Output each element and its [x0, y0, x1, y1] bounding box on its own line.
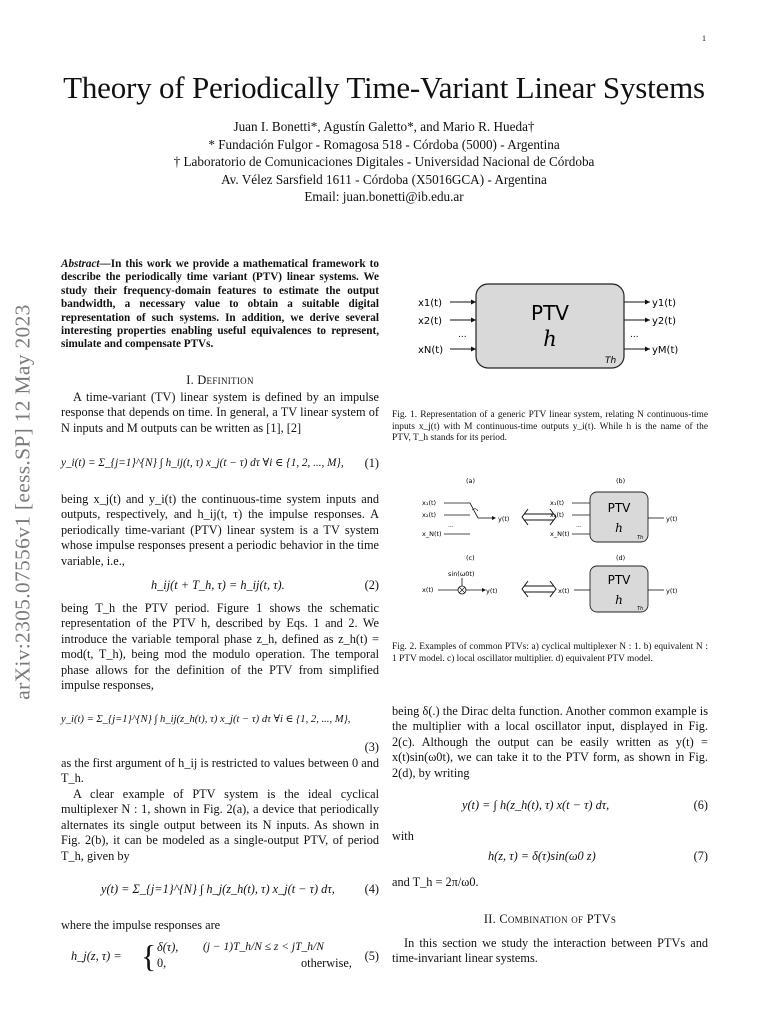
- page-number: 1: [702, 34, 706, 43]
- block-title: PTV: [531, 301, 569, 325]
- input-label: x2(t): [418, 316, 443, 327]
- equation: [392, 849, 708, 864]
- equation-body: h_ij(t + T_h, τ) = h_ij(t, τ).: [151, 578, 285, 592]
- paragraph-text: being δ(.) the Dirac delta function. Another common example is the multiplier with a local oscillator input, displayed in Fig. 2(c). Although the output can be easily written as y(t) = x(t)sin(ω0t), we can take it to the PTV form, as shown in Fig. 2(d), by writing: [392, 704, 708, 780]
- paragraph: [61, 390, 379, 436]
- equation-number-row: [61, 740, 379, 755]
- ellipsis: ...: [458, 330, 467, 340]
- paragraph-text: as the first argument of h_ij is restricted to values between 0 and T_h.: [61, 756, 379, 786]
- brace: {: [141, 938, 157, 974]
- equation: [392, 798, 708, 813]
- equation-body: y(t) = Σ_{j=1}^{N} ∫ h_j(z_h(t), τ) x_j(t − τ) dτ,: [101, 882, 335, 896]
- paragraph: [61, 601, 379, 693]
- output-label: y1(t): [652, 298, 677, 309]
- ellipsis: ...: [630, 330, 639, 340]
- panel-label: (c): [466, 554, 475, 562]
- arxiv-stamp: [8, 262, 38, 742]
- svg-text:x(t): x(t): [422, 586, 434, 594]
- panel-label: (d): [616, 554, 626, 562]
- svg-text:h: h: [615, 521, 623, 535]
- paragraph: [61, 918, 379, 933]
- paragraph-text: with: [392, 829, 414, 843]
- svg-text:h: h: [615, 593, 623, 607]
- svg-text:y(t): y(t): [498, 515, 510, 523]
- output-label: y2(t): [652, 316, 677, 327]
- case-condition: (j − 1)T_h/N ≤ z < jT_h/N: [203, 941, 324, 953]
- svg-text:x₂(t): x₂(t): [422, 511, 437, 519]
- svg-text:x_N(t): x_N(t): [422, 530, 442, 538]
- equation-lhs: h_j(z, τ) =: [71, 949, 122, 963]
- svg-text:x₁(t): x₁(t): [422, 499, 437, 507]
- equation-body: h(z, τ) = δ(τ)sin(ω0 z): [488, 849, 596, 863]
- figure-2-diagram: [418, 474, 710, 616]
- paragraph-text: being x_j(t) and y_i(t) the continuous-time system inputs and outputs, respectively, and h_ij(t, τ) the impulse responses. A periodically time-variant (PTV) linear system is a TV system whose impulse responses present a periodic behavior in the time variable, i.e.,: [61, 492, 379, 568]
- ptv-block: [476, 284, 624, 368]
- block-name: h: [543, 327, 557, 351]
- case-value: 0,: [157, 956, 167, 970]
- author-line: Juan I. Bonetti*, Agustín Galetto*, and Mario R. Hueda†: [233, 119, 535, 134]
- equation-body: y_i(t) = Σ_{j=1}^{N} ∫ h_ij(z_h(t), τ) x_j(t − τ) dτ ∀i ∈ {1, 2, ..., M},: [61, 714, 351, 725]
- svg-text:x₂(t): x₂(t): [550, 511, 565, 519]
- equation: [61, 940, 379, 976]
- paragraph: [61, 756, 379, 787]
- equivalence-arrow: [522, 581, 556, 597]
- equation-number: (4): [364, 882, 379, 896]
- input-label: x1(t): [418, 298, 443, 309]
- equation: [61, 882, 379, 897]
- equation-number: (3): [364, 740, 379, 754]
- abstract-text: —In this work we provide a mathematical framework to describe the periodically time variant (PTV) linear systems. We study their frequency-domain features to estimate the output bandwidth, a necessary value to obtain a suitable digital representation of such systems. In addition, we derive several interesting properties enabling useful equivalences to represent, simulate and compensate PTVs.: [61, 258, 379, 351]
- paragraph-text: A time-variant (TV) linear system is defined by an impulse response that depends on time. In general, a TV linear system of N inputs and M outputs can be written as [1], [2]: [61, 390, 379, 435]
- section-heading: II. Combination of PTVs: [483, 912, 617, 926]
- multiplexer-diagram: [422, 499, 509, 538]
- output-label: yM(t): [652, 345, 679, 356]
- figure-1-caption: Fig. 1. Representation of a generic PTV linear system, relating N continuous-time inputs x_j(t) with M continuous-time outputs y_i(t). While h is the name of the PTV, T_h stands for its period.: [392, 410, 708, 444]
- email-line: Email: juan.bonetti@ib.edu.ar: [304, 189, 464, 204]
- paragraph-text: A clear example of PTV system is the ideal cyclical multiplexer N : 1, shown in Fig. 2(a), a device that periodically alternates its single output between its N inputs. As shown in Fig. 2(b), it can be modeled as a single-output PTV, of period T_h, given by: [61, 787, 379, 863]
- abstract: [61, 258, 379, 352]
- equation: [61, 712, 379, 727]
- equation-body: y(t) = ∫ h(z_h(t), τ) x(t − τ) dτ,: [462, 798, 610, 812]
- author-block: [0, 118, 768, 206]
- paper-title: Theory of Periodically Time-Variant Linear Systems: [63, 70, 705, 105]
- affiliation-line: † Laboratorio de Comunicaciones Digitales - Universidad Nacional de Córdoba: [173, 154, 595, 169]
- equation-number: (5): [364, 949, 379, 963]
- address-line: Av. Vélez Sarsfield 1611 - Córdoba (X5016GCA) - Argentina: [221, 171, 547, 187]
- svg-text:x_N(t): x_N(t): [550, 530, 570, 538]
- svg-text:PTV: PTV: [607, 573, 631, 587]
- paragraph: [392, 936, 708, 967]
- svg-text:x₁(t): x₁(t): [550, 499, 565, 507]
- figure-1-diagram: [414, 280, 710, 372]
- ptv-model-b: [550, 492, 677, 542]
- svg-text:...: ...: [448, 522, 454, 529]
- figure-2-caption: Fig. 2. Examples of common PTVs: a) cyclical multiplexer N : 1. b) equivalent N : 1 PTV model. c) local oscillator multiplier. d) equivalent PTV model.: [392, 642, 708, 664]
- figure-1: [414, 280, 710, 372]
- abstract-label: Abstract: [61, 258, 100, 270]
- paragraph-text: where the impulse responses are: [61, 918, 221, 932]
- oscillator-multiplier: [422, 570, 497, 595]
- arxiv-stamp-text: arXiv:2305.07556v1 [eess.SP] 12 May 2023: [10, 304, 35, 700]
- svg-text:Th: Th: [637, 606, 644, 612]
- paragraph-text: In this section we study the interaction between PTVs and time-invariant linear systems.: [392, 936, 708, 966]
- paragraph: [392, 875, 708, 890]
- paragraph-text: being T_h the PTV period. Figure 1 shows the schematic representation of the PTV h, described by Eqs. 1 and 2. We introduce the variable temporal phase z_h, defined as z_h(t) = mod(t, T_h), being mod the modulo operation. The temporal phase allows for the definition of the PTV from simplified impulse responses,: [61, 601, 379, 693]
- equation-number: (6): [693, 798, 708, 812]
- paragraph-text: and T_h = 2π/ω0.: [392, 875, 479, 889]
- section-heading: I. Definition: [186, 373, 254, 387]
- paragraph: [61, 492, 379, 569]
- equation: [61, 456, 379, 471]
- equation-body: y_i(t) = Σ_{j=1}^{N} ∫ h_ij(t, τ) x_j(t − τ) dτ ∀i ∈ {1, 2, ..., M},: [61, 457, 344, 469]
- equation-number: (2): [364, 578, 379, 592]
- svg-text:y(t): y(t): [666, 515, 678, 523]
- case-value: δ(τ),: [157, 940, 179, 954]
- figure-2: [418, 474, 710, 616]
- svg-text:...: ...: [576, 522, 582, 529]
- equation: [61, 578, 379, 593]
- svg-text:x(t): x(t): [558, 587, 570, 595]
- input-label: xN(t): [418, 345, 444, 356]
- svg-text:PTV: PTV: [607, 501, 631, 515]
- paragraph: [392, 829, 708, 844]
- panel-label: (b): [616, 477, 626, 485]
- svg-text:y(t): y(t): [486, 587, 498, 595]
- panel-label: (a): [466, 477, 476, 485]
- affiliation-line: * Fundación Fulgor - Romagosa 518 - Córdoba (5000) - Argentina: [208, 136, 560, 152]
- period-label: Th: [605, 356, 617, 366]
- svg-text:y(t): y(t): [666, 587, 678, 595]
- equation-number: (1): [364, 456, 379, 470]
- case-condition: otherwise,: [301, 956, 352, 970]
- paragraph: [61, 787, 379, 864]
- equation-number: (7): [693, 849, 708, 863]
- svg-text:Th: Th: [637, 535, 644, 541]
- paragraph: [392, 704, 708, 781]
- osc-label: sin(ω0t): [448, 570, 475, 578]
- ptv-model-d: [558, 566, 677, 612]
